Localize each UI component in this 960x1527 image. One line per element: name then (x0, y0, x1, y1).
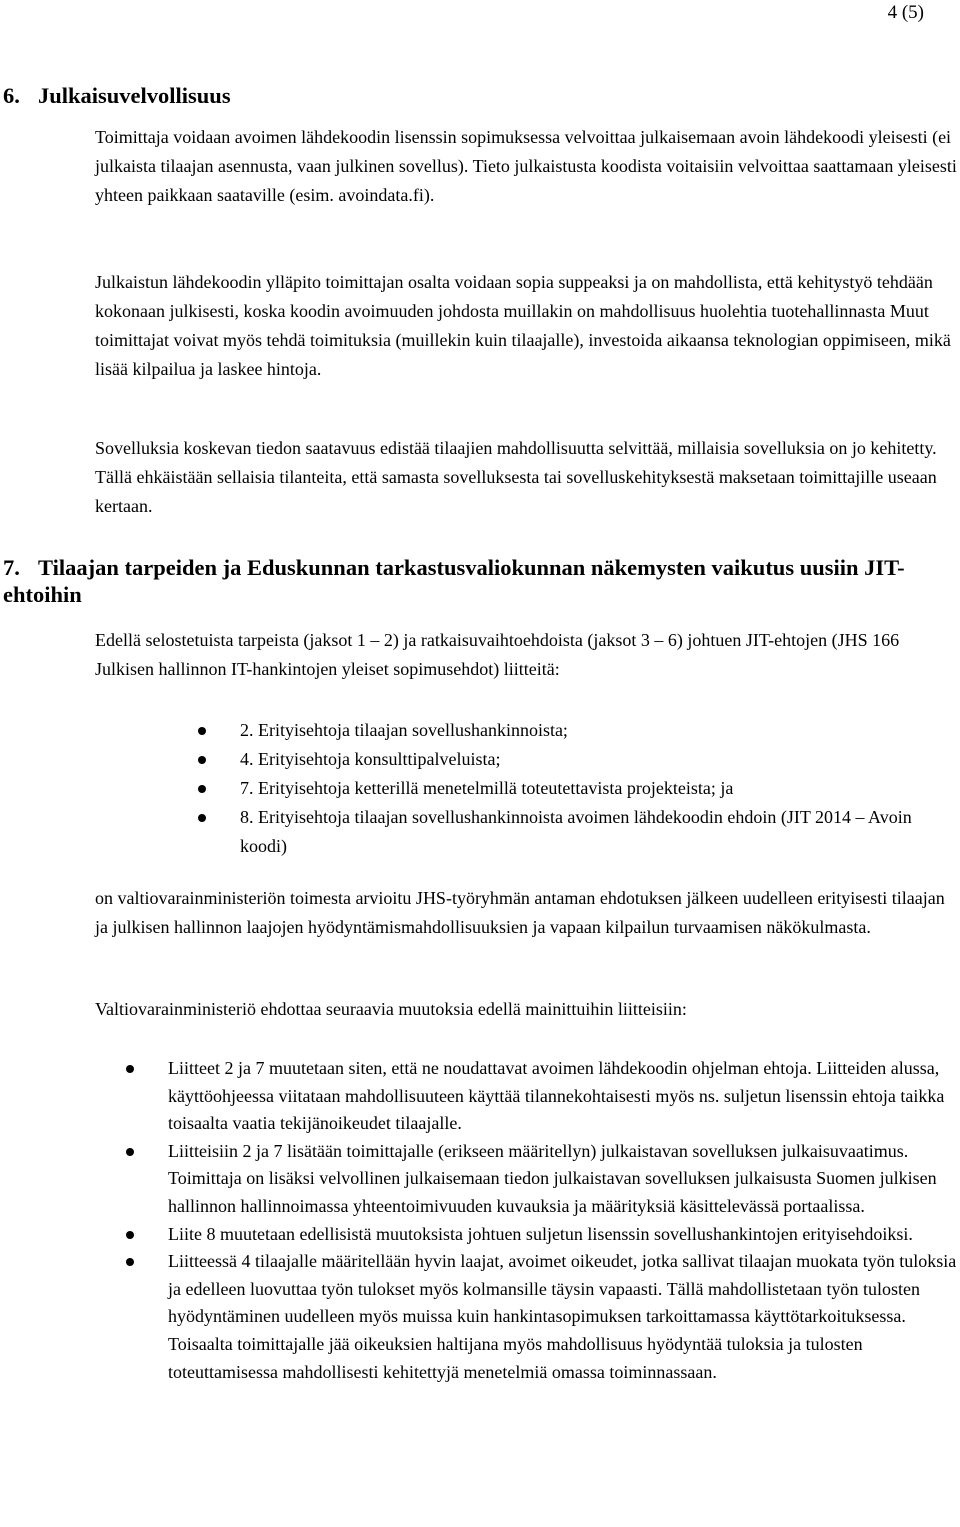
bullet-icon (198, 756, 206, 764)
bullet-icon (198, 727, 206, 735)
section-7-title: Tilaajan tarpeiden ja Eduskunnan tarkastusvaliokunnan näkemysten vaikutus uusiin JIT-ehtoihin (3, 555, 905, 607)
list-item-text: 7. Erityisehtoja ketterillä menetelmillä toteutettavista projekteista; ja (240, 778, 734, 798)
section-6-title: Julkaisuvelvollisuus (38, 83, 231, 108)
list-item (168, 1248, 958, 1386)
bullet-icon (198, 814, 206, 822)
appendix-list (240, 716, 960, 861)
section-7-proposal-intro: Valtiovarainministeriö ehdottaa seuraavia muutoksia edellä mainittuihin liitteisiin: (95, 999, 687, 1019)
list-item-text: Liite 8 muutetaan edellisistä muutoksista johtuen suljetun lisenssin sovellushankintojen erityisehdoiksi. (168, 1223, 913, 1244)
list-item-text: Liitteet 2 ja 7 muutetaan siten, että ne noudattavat avoimen lähdekoodin ohjelman ehtoja. Liitteiden alussa, käyttöohjeessa viitataan mahdollisuuteen käyttää tilannekohtaisesti myös ns. suljetun lisenssin ehtoja taikka toisaalta vaatia tekijänoikeudet tilaajalle. (168, 1058, 945, 1134)
list-item (240, 745, 960, 774)
bullet-icon (126, 1258, 134, 1266)
page-number: 4 (5) (887, 2, 924, 23)
list-item (240, 774, 960, 803)
list-item-text: Liitteisiin 2 ja 7 lisätään toimittajalle (erikseen määritellyn) julkaistavan sovelluksen julkaisuvaatimus. Toimittaja on lisäksi velvollinen julkaisemaan tiedon julkaistavan sovelluksen julkaisusta Suomen julkisen hallinnon hallinnoimassa yhteentoimivuuden kuvauksia ja määrityksiä käsittelevässä portaalissa. (168, 1140, 937, 1216)
section-6-number: 6. (3, 83, 20, 108)
bullet-icon (126, 1231, 134, 1239)
bullet-icon (126, 1148, 134, 1156)
section-7-after-list: on valtiovarainministeriön toimesta arvioitu JHS-työryhmän antaman ehdotuksen jälkeen uudelleen erityisesti tilaajan ja julkisen hallinnon laajojen hyödyntämismahdollisuuksien ja vapaan kilpailun turvaamisen näkökulmasta. (95, 888, 945, 937)
section-6-paragraph-1: Toimittaja voidaan avoimen lähdekoodin lisenssin sopimuksessa velvoittaa julkaisemaan avoin lähdekoodi yleisesti (ei julkaista tilaajan asennusta, vaan julkinen sovellus). Tieto julkaistusta koodista voitaisiin velvoittaa saattamaan yleisesti yhteen paikkaan saataville (esim. avoindata.fi). (95, 127, 957, 205)
list-item (168, 1221, 958, 1249)
bullet-icon (126, 1065, 134, 1073)
list-item (240, 803, 960, 861)
list-item-text: Liitteessä 4 tilaajalle määritellään hyvin laajat, avoimet oikeudet, jotka sallivat tilaajan muokata työn tuloksia ja edelleen luovuttaa työn tulokset myös kolmansille täysin vapaasti. Tällä mahdollistetaan työn tulosten hyödyntäminen uudelleen myös muissa kuin hankintasopimuksen tarkoittamassa käyttötarkoituksessa. Toisaalta toimittajalle jää oikeuksien haltijana myös mahdollisuus hyödyntää tuloksia ja tulosten toteuttamisessa mahdollisesti kehitettyjä menetelmiä omassa toiminnassaan. (168, 1251, 957, 1382)
bullet-icon (198, 785, 206, 793)
list-item (168, 1138, 958, 1221)
section-7-intro: Edellä selostetuista tarpeista (jaksot 1 – 2) ja ratkaisuvaihtoehdoista (jaksot 3 – 6) johtuen JIT-ehtojen (JHS 166 Julkisen hallinnon IT-hankintojen yleiset sopimusehdot) liitteitä: (95, 630, 900, 679)
section-7-heading (3, 554, 955, 608)
section-6-paragraph-3: Sovelluksia koskevan tiedon saatavuus edistää tilaajien mahdollisuutta selvittää, millaisia sovelluksia on jo kehitetty. Tällä ehkäistään sellaisia tilanteita, että samasta sovelluksesta tai sovelluskehityksestä maksetaan toimittajille useaan kertaan. (95, 438, 937, 516)
list-item-text: 8. Erityisehtoja tilaajan sovellushankinnoista avoimen lähdekoodin ehdoin (JIT 2014 – Avoin koodi) (240, 807, 912, 856)
list-item-text: 2. Erityisehtoja tilaajan sovellushankinnoista; (240, 720, 568, 740)
section-7-number: 7. (3, 555, 20, 580)
list-item (240, 716, 960, 745)
list-item (168, 1055, 958, 1138)
list-item-text: 4. Erityisehtoja konsulttipalveluista; (240, 749, 501, 769)
section-6-paragraph-2: Julkaistun lähdekoodin ylläpito toimittajan osalta voidaan sopia suppeaksi ja on mahdollista, että kehitystyö tehdään kokonaan julkisesti, koska koodin avoimuuden johdosta muillakin on mahdollisuus huolehtia tuotehallinnasta Muut toimittajat voivat myös tehdä toimituksia (muillekin kuin tilaajalle), investoida aikaansa teknologian oppimiseen, mikä lisää kilpailua ja laskee hintoja. (95, 272, 951, 379)
proposal-list (168, 1055, 958, 1386)
